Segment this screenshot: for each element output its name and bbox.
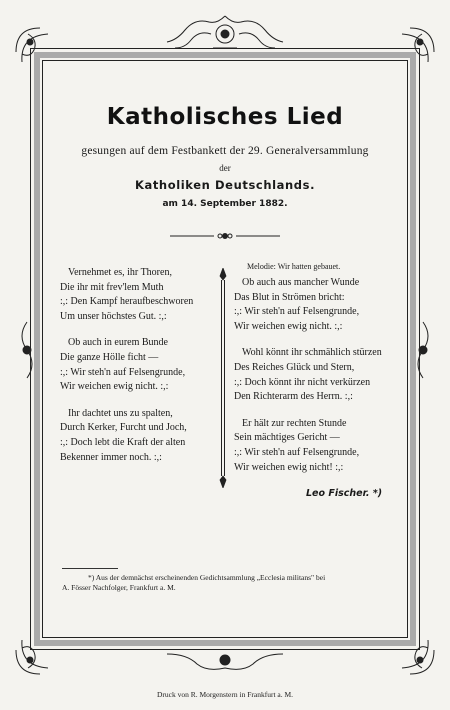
stanza xyxy=(234,276,394,334)
bottom-ornament-icon xyxy=(165,646,285,676)
column-divider-icon xyxy=(218,268,228,488)
corner-ornament-top-left-icon xyxy=(10,22,70,82)
subtitle-line-2: der xyxy=(219,163,231,173)
author-signature: Leo Fischer. *) xyxy=(306,488,383,499)
stanza xyxy=(60,336,215,394)
right-side-ornament-icon xyxy=(410,320,436,380)
verse-line: Wohl könnt ihr schmählich stürzen xyxy=(242,347,382,359)
verse-line: Ob auch aus mancher Wunde xyxy=(242,277,360,288)
corner-ornament-top-right-icon xyxy=(380,22,440,82)
verse-line: Wir weichen ewig nicht. :,: xyxy=(60,381,169,393)
verse-line: Des Reiches Glück und Stern, xyxy=(234,361,355,373)
verse-line: Das Blut in Strömen bricht: xyxy=(234,291,345,303)
top-ornament-icon xyxy=(165,12,285,56)
date-line: am 14. September 1882. xyxy=(162,199,288,209)
verse-line: Wir weichen ewig nicht. :,: xyxy=(234,320,343,332)
verse-line: :,: Wir steh'n auf Felsengrunde, xyxy=(234,306,360,318)
verse-line: Um unser höchstes Gut. :,: xyxy=(60,310,167,322)
verse-line: Ihr dachtet uns zu spalten, xyxy=(68,407,173,419)
subtitle-line-1: gesungen auf dem Festbankett der 29. Generalversammlung xyxy=(81,145,369,157)
footnote xyxy=(62,573,388,592)
verse-line: :,: Wir steh'n auf Felsengrunde, xyxy=(60,366,186,378)
verse-line: Bekenner immer noch. :,: xyxy=(60,451,162,463)
stanza xyxy=(234,346,394,404)
footnote-line-1: *) Aus der demnächst erscheinenden Gedichtsammlung „Ecclesia militans" bei xyxy=(88,573,326,582)
verse-line: :,: Den Kampf heraufbeschworen xyxy=(60,296,194,308)
stanza xyxy=(60,266,215,324)
corner-ornament-bottom-right-icon xyxy=(380,620,440,680)
stanza xyxy=(234,417,394,475)
verse-line: Sein mächtiges Gericht — xyxy=(234,432,340,444)
verse-line: Er hält zur rechten Stunde xyxy=(242,417,347,429)
left-side-ornament-icon xyxy=(14,320,40,380)
verse-line: Die ganze Hölle ficht — xyxy=(60,351,159,363)
stanza xyxy=(60,407,215,465)
verse-line: Ob auch in eurem Bunde xyxy=(68,337,168,349)
left-column xyxy=(60,262,215,465)
heading-divider-icon xyxy=(170,230,280,242)
corner-ornament-bottom-left-icon xyxy=(10,620,70,680)
footnote-rule xyxy=(62,568,118,569)
verse-line: :,: Doch lebt die Kraft der alten xyxy=(60,436,186,448)
verse-line: Durch Kerker, Furcht und Joch, xyxy=(60,422,187,434)
melody-note: Melodie: Wir hatten gebauet. xyxy=(247,262,341,271)
subtitle-line-3: Katholiken Deutschlands. xyxy=(134,178,316,192)
verse-line: Vernehmet es, ihr Thoren, xyxy=(68,267,172,278)
verse-line: :,: Doch könnt ihr nicht verkürzen xyxy=(234,376,371,388)
verse-line: Wir weichen ewig nicht! :,: xyxy=(234,461,344,473)
right-column xyxy=(234,276,394,475)
verse-line: Die ihr mit frev'lem Muth xyxy=(60,281,164,293)
printer-imprint: Druck von R. Morgenstern in Frankfurt a. M. xyxy=(156,690,294,699)
verse-line: :,: Wir steh'n auf Felsengrunde, xyxy=(234,446,360,458)
verse-line: Den Richterarm des Herrn. :,: xyxy=(234,391,353,403)
footnote-line-2: A. Fösser Nachfolger, Frankfurt a. M. xyxy=(62,582,176,592)
song-title: Katholisches Lied xyxy=(106,104,344,130)
